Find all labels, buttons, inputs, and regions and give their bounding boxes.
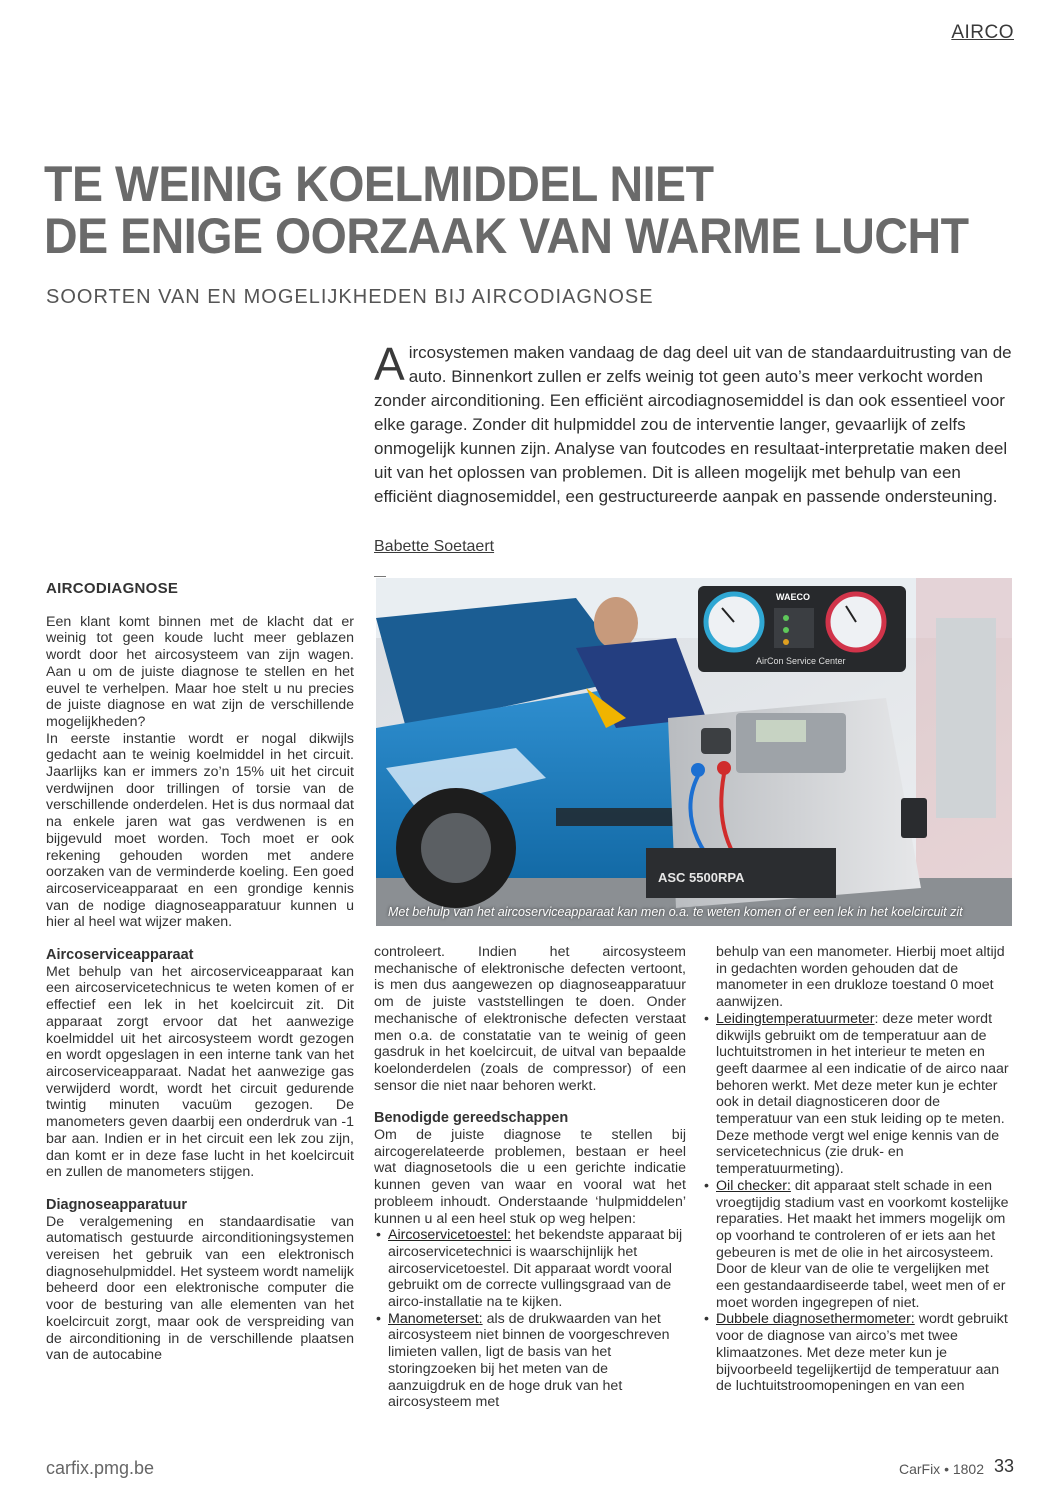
- author-link[interactable]: Babette Soetaert: [374, 538, 495, 555]
- bullet-text: wordt gebruikt voor de diagnose van airco’s met twee klimaatzones. Met deze meter kun je bijvoorbeeld tegelijkertijd de temperatuur aan de luchtuitstroomopeningen en van een: [716, 1311, 1008, 1395]
- column-1: [46, 581, 354, 1364]
- paragraph: De veralgemening en standaardisatie van automatisch gestuurde airconditioningsystemen vereisen het gebruik van een elektronisch diagnosehulpmiddel. Het systeem wordt namelijk beheerd door een elektronische computer die voor de besturing van alle elementen van het koelcircuit zorgt, maar ook de verspreiding van de airconditioning in de verschillende plaatsen van de autocabine: [46, 1213, 354, 1364]
- machine-panel-text: AirCon Service Center: [756, 656, 846, 666]
- title-line-1: TE WEINIG KOELMIDDEL NIET: [44, 156, 714, 212]
- column-3: [702, 944, 1014, 1395]
- author-divider: [374, 576, 386, 577]
- footer-website-link[interactable]: carfix.pmg.be: [46, 1458, 155, 1478]
- list-item: • Manometerset: als de drukwaarden van het aircosysteem niet binnen de voorgeschreven limieten vallen, ligt de basis van het storingzoeken bij het meten van de aanzuigdruk en de hoge druk van het aircosysteem met: [376, 1310, 670, 1411]
- subheading-aircoserviceapparaat: Aircoserviceapparaat: [46, 947, 194, 964]
- photo-caption: Met behulp van het aircoserviceapparaat kan men o.a. te weten komen of er een lek in het koelcircuit zit: [388, 905, 963, 919]
- paragraph: Een klant komt binnen met de klacht dat er weinig tot geen koude lucht meer geblazen wordt door het aircosysteem van zijn wagen. Aan u om de juiste diagnose te stellen en het euvel te verhelpen. Maar hoe stelt u nu precies de juiste diagnose en wat zijn de verschillende mogelijkheden?: [46, 613, 354, 730]
- bullet-term: Dubbele diagnosethermometer:: [716, 1311, 915, 1328]
- subheading-benodigde-gereedschappen: Benodigde gereedschappen: [374, 1110, 569, 1127]
- bullet-text: als de drukwaarden van het aircosysteem niet binnen de voorgeschreven limieten vallen, ligt de basis van het storingzoeken bij het meten van de aanzuigdruk en de hoge druk van het aircosysteem met: [388, 1310, 670, 1411]
- paragraph: In eerste instantie wordt er nogal dikwijls gedacht aan te weinig koelmiddel in het circuit. Jaarlijks kan er immers zo’n 15% uit het circuit verdwijnen door trillingen of torsie van de verschillende onderdelen. Het is dus normaal dat na enkele jaren wat gas verdwenen is en bijgevuld moet worden. Toch moet er ook rekening gehouden worden met andere oorzaken van de verminderde koeling. Een goed aircoserviceapparaat en een grondige kennis van de nodige diagnoseapparatuur kunnen u hier al heel wat wijzer maken.: [46, 730, 354, 931]
- machine-brand-text: WAECO: [776, 592, 811, 602]
- list-item: • Leidingtemperatuurmeter: deze meter wordt dikwijls gebruikt om de temperatuur aan de luchtuitstromen in het interieur te meten en geeft daarmee al een indicatie of de airco naar behoren werkt. Met deze meter kun je echter ook in detail diagnosticeren door de temperatuur van een stuk leiding op te meten. Deze methode vergt wel enige kennis van de servicetechnicus (zie druk- en temperatuurmeting).: [704, 1010, 1009, 1178]
- bullet-text: : deze meter wordt dikwijls gebruikt om de temperatuur aan de luchtuitstromen in het interieur te meten en geeft daarmee al een indicatie of de airco naar behoren werkt. Met deze meter kun je echter ook in detail diagnosticeren door de temperatuur van een stuk leiding op te meten. Deze methode vergt wel enige kennis van de servicetechnicus (zie druk- en temperatuurmeting).: [716, 1010, 1009, 1178]
- intro-text: ircosystemen maken vandaag de dag deel uit van de standaarduitrusting van de auto. Binnenkort zullen er zelfs weinig tot geen auto’s meer verkocht worden zonder airconditioning. Een efficiënt aircodiagnosemiddel is dan ook essentieel voor elke garage. Zonder dit hulpmiddel zou de interventie langer, gevaarlijk of zelfs onmogelijk kunnen zijn. Analyse van foutcodes en resultaat-interpretatie maken deel uit van het oplossen van problemen. Dit is alleen mogelijk met behulp van een efficiënt diagnosemiddel, een gestructureerde aanpak en passende ondersteuning.: [374, 343, 1012, 506]
- paragraph: Met behulp van het aircoserviceapparaat kan een aircoservicetechnicus te weten komen of er effectief een lek in het koelcircuit zit. Dit apparaat zorgt ervoor dat het aanwezige koelmiddel uit het aircosysteem wordt gezogen en wordt opgeslagen in een interne tank van het aircoserviceapparaat. Nadat het aanwezige gas verwijderd wordt, wordt het circuit gedurende twintig minuten vacuüm gezogen. De manometers geven daarbij een onderdruk van -1 bar aan. Indien er in het circuit een lek zou zijn, dan komt er in deze fase lucht in het koelcircuit en zullen de manometers stijgen.: [46, 963, 354, 1181]
- bullet-term: Manometerset:: [388, 1310, 483, 1327]
- bullet-term: Oil checker:: [716, 1177, 791, 1194]
- list-item: • Aircoservicetoestel: het bekendste apparaat bij aircoservicetechnici is waarschijnlijk het aircoservicetoestel. Dit apparaat wordt vooral gebruikt om de correcte vullingsgraad van de airco-installatie na te kijken.: [376, 1227, 683, 1311]
- list-item: • Dubbele diagnosethermometer: wordt gebruikt voor de diagnose van airco’s met twee klimaatzones. Met deze meter kun je bijvoorbeeld tegelijkertijd de temperatuur aan de luchtuitstroomopeningen en van een: [704, 1311, 1008, 1395]
- intro-paragraph: [374, 338, 1014, 509]
- footer-magazine-issue: CarFix • 1802: [898, 1461, 984, 1477]
- article-subtitle: SOORTEN VAN EN MOGELIJKHEDEN BIJ AIRCODIAGNOSE: [46, 286, 654, 308]
- page-number: 33: [993, 1456, 1014, 1476]
- bullet-term: Aircoservicetoestel:: [388, 1227, 512, 1244]
- section-heading-aircodiagnose: AIRCODIAGNOSE: [46, 580, 179, 597]
- bullet-text: dit apparaat stelt schade in een vroegtijdig stadium vast en voorkomt kostelijke reparaties. Het maakt het immers mogelijk om op voorhand te controleren of er iets aan het gebeuren is met de olie in het aircosysteem. Door de kleur van de olie te vergelijken met een gestandaardiseerde tabel, weet men of er moet worden ingegrepen of niet.: [716, 1177, 1009, 1311]
- subheading-diagnoseapparatuur: Diagnoseapparatuur: [46, 1196, 187, 1213]
- list-item: • Oil checker: dit apparaat stelt schade in een vroegtijdig stadium vast en voorkomt kostelijke reparaties. Het maakt het immers mogelijk om op voorhand te controleren of er iets aan het gebeuren is met de olie in het aircosysteem. Door de kleur van de olie te vergelijken met een gestandaardiseerde tabel, weet men of er moet worden ingegrepen of niet.: [704, 1177, 1009, 1311]
- bullet-text: het bekendste apparaat bij aircoservicetechnici is waarschijnlijk het aircoservicetoestel. Dit apparaat wordt vooral gebruikt om de correcte vullingsgraad van de airco-installatie na te kijken.: [388, 1227, 683, 1311]
- intro-dropcap: A: [374, 338, 405, 390]
- workshop-photo-illustration: [376, 578, 1012, 926]
- section-tag: AIRCO: [951, 22, 1014, 43]
- article-photo: [376, 578, 1012, 926]
- paragraph: behulp van een manometer. Hierbij moet altijd in gedachten worden gehouden dat de manometer in een drukloze toestand 0 moet aanwijzen.: [716, 944, 1005, 1011]
- title-line-2: DE ENIGE OORZAAK VAN WARME LUCHT: [44, 208, 969, 264]
- paragraph: controleert. Indien het aircosysteem mechanische of elektronische defecten vertoont, is men dus aangewezen op diagnoseapparatuur om de juiste vaststellingen te doen. Onder mechanische of elektronische defecten verstaat men o.a. de constatatie van te weinig of geen gasdruk in het koelcircuit, de uitval van bepaalde koelonderdelen (zoals de compressor) of een sensor die niet naar behoren werkt.: [374, 944, 686, 1094]
- column-2: [374, 944, 686, 1411]
- article-title: [44, 156, 969, 264]
- bullet-term: Leidingtemperatuurmeter: [716, 1010, 875, 1027]
- paragraph: Om de juiste diagnose te stellen bij aircogerelateerde problemen, bestaan er heel wat diagnosetools die u een gerichte indicatie kunnen geven van waar en vooral wat het probleem inhoudt. Onderstaande ‘hulpmiddelen’ kunnen u al een heel stuk op weg helpen:: [374, 1127, 686, 1227]
- machine-model-text: ASC 5500RPA: [658, 870, 745, 885]
